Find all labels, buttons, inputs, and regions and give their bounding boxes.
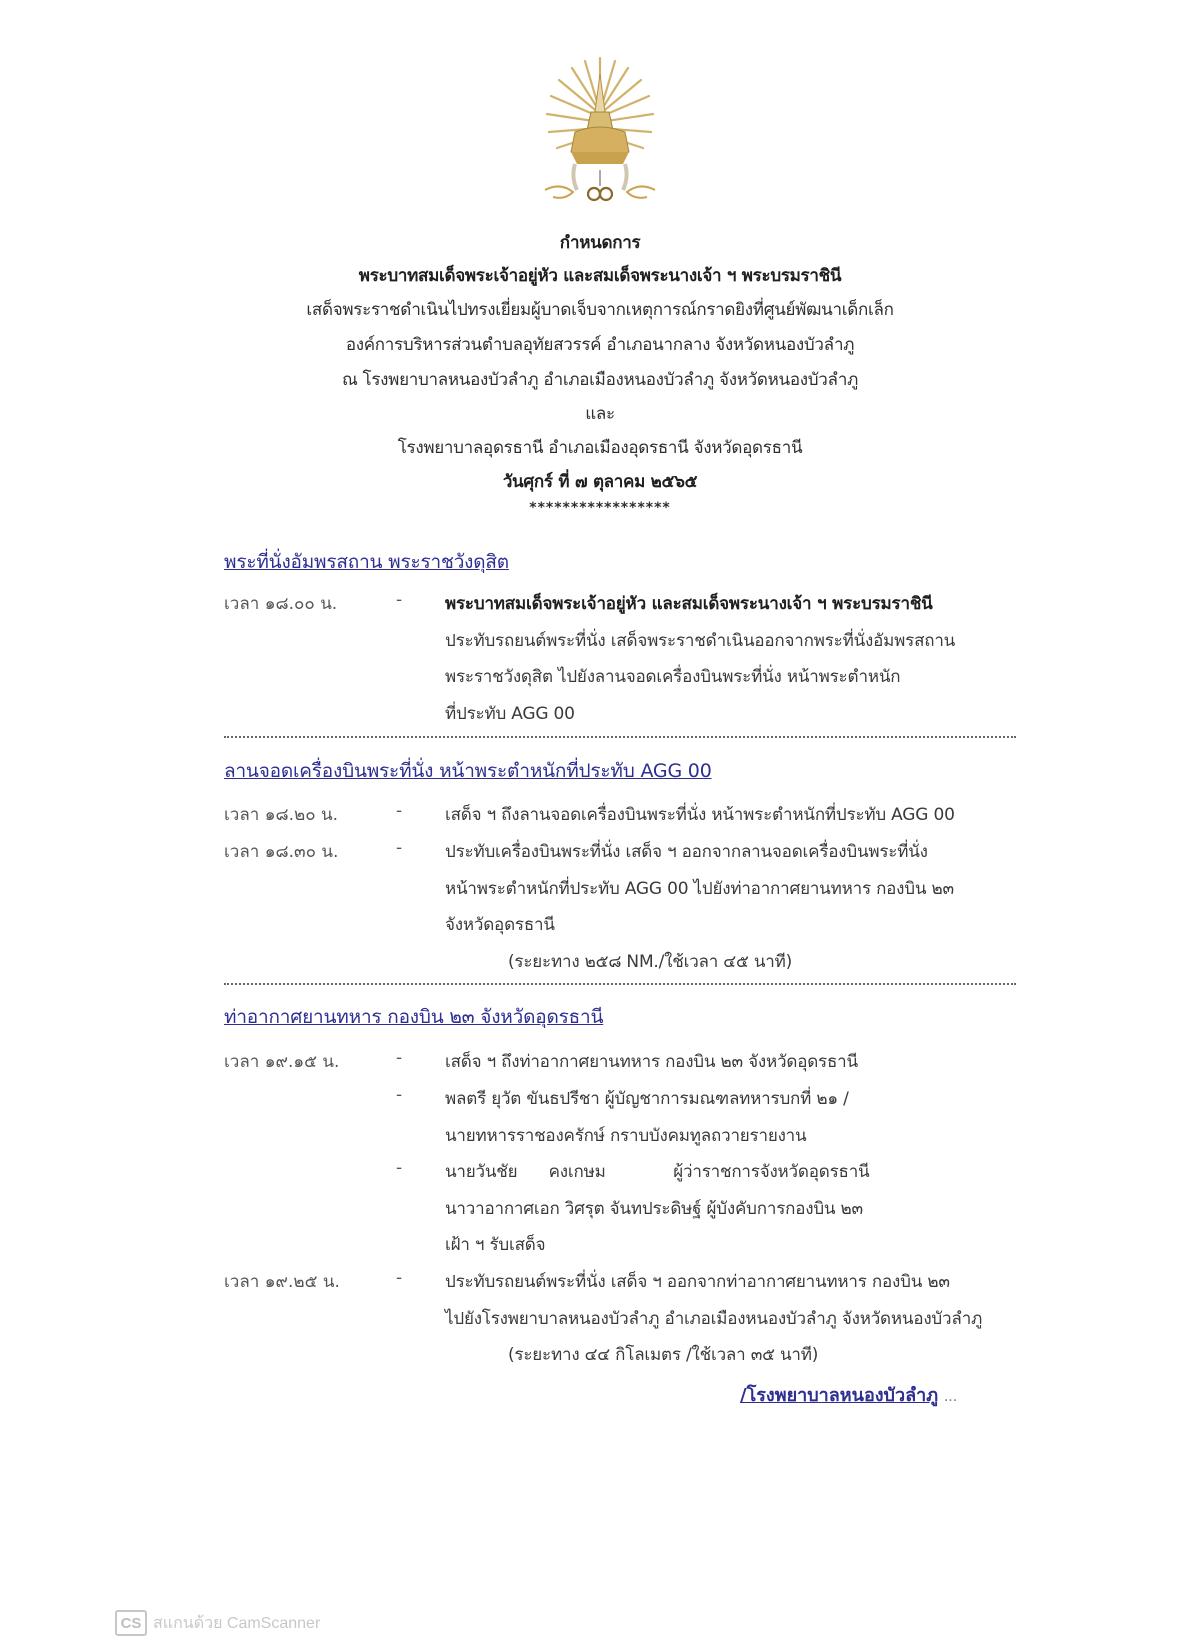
- section-heading-ambara: พระที่นั่งอัมพรสถาน พระราชวังดุสิต: [224, 551, 509, 573]
- entry-time: เวลา ๑๘.๐๐ น.: [224, 594, 338, 614]
- section-heading-apron: ลานจอดเครื่องบินพระที่นั่ง หน้าพระตำหนักที่ประทับ AGG 00: [224, 760, 712, 782]
- entry-line: เสด็จ ฯ ถึงท่าอากาศยานทหาร กองบิน ๒๓ จังหวัดอุดรธานี: [445, 1052, 858, 1072]
- continuation-marker: [740, 1380, 957, 1409]
- entry-line: จังหวัดอุดรธานี: [445, 915, 555, 935]
- continuation-text: /โรงพยาบาลหนองบัวลำภู: [740, 1385, 939, 1406]
- entry-time: เวลา ๑๘.๓๐ น.: [224, 842, 339, 862]
- entry-line: ประทับรถยนต์พระที่นั่ง เสด็จ ฯ ออกจากท่าอากาศยานทหาร กองบิน ๒๓: [445, 1272, 950, 1292]
- header-line: องค์การบริหารส่วนตำบลอุทัยสวรรค์ อำเภอนากลาง จังหวัดหนองบัวลำภู: [345, 335, 855, 355]
- entry-dash: -: [396, 1158, 403, 1178]
- header-separator: *****************: [529, 500, 671, 516]
- entry-note: (ระยะทาง ๒๕๘ NM./ใช้เวลา ๔๕ นาที): [508, 952, 793, 972]
- camscanner-watermark: [115, 1610, 320, 1636]
- entry-time: เวลา ๑๘.๒๐ น.: [224, 805, 339, 825]
- entry-note: (ระยะทาง ๔๔ กิโลเมตร /ใช้เวลา ๓๕ นาที): [508, 1345, 819, 1365]
- header-line: เสด็จพระราชดำเนินไปทรงเยี่ยมผู้บาดเจ็บจากเหตุการณ์กราดยิงที่ศูนย์พัฒนาเด็กเล็ก: [306, 300, 894, 320]
- entry-line: ไปยังโรงพยาบาลหนองบัวลำภู อำเภอเมืองหนองบัวลำภู จังหวัดหนองบัวลำภู: [445, 1309, 983, 1329]
- header-line: และ: [585, 404, 615, 424]
- entry-time: เวลา ๑๙.๑๕ น.: [224, 1052, 340, 1072]
- section-divider: [224, 983, 1016, 985]
- header-line: โรงพยาบาลอุดรธานี อำเภอเมืองอุดรธานี จังหวัดอุดรธานี: [397, 438, 803, 458]
- entry-line: เฝ้า ฯ รับเสด็จ: [445, 1235, 546, 1255]
- header-line: ณ โรงพยาบาลหนองบัวลำภู อำเภอเมืองหนองบัวลำภู จังหวัดหนองบัวลำภู: [341, 370, 859, 390]
- entry-line: หน้าพระตำหนักที่ประทับ AGG 00 ไปยังท่าอากาศยานทหาร กองบิน ๒๓: [445, 879, 954, 899]
- entry-line: นาวาอากาศเอก วิศรุต จันทประดิษฐ์ ผู้บังคับการกองบิน ๒๓: [445, 1199, 863, 1219]
- entry-dash: -: [396, 590, 403, 610]
- camscanner-text: สแกนด้วย CamScanner: [153, 1614, 321, 1632]
- entry-line: พระบาทสมเด็จพระเจ้าอยู่หัว และสมเด็จพระนางเจ้า ฯ พระบรมราชินี: [445, 594, 933, 614]
- entry-dash: -: [396, 801, 403, 821]
- entry-time: เวลา ๑๙.๒๕ น.: [224, 1272, 340, 1292]
- entry-line: นายวันชัย คงเกษม ผู้ว่าราชการจังหวัดอุดรธานี: [445, 1162, 870, 1182]
- section-divider: [224, 736, 1016, 738]
- entry-line: ที่ประทับ AGG 00: [445, 704, 575, 724]
- entry-line: พระราชวังดุสิต ไปยังลานจอดเครื่องบินพระที่นั่ง หน้าพระตำหนัก: [445, 667, 901, 687]
- section-heading-airbase: ท่าอากาศยานทหาร กองบิน ๒๓ จังหวัดอุดรธานี: [224, 1006, 604, 1028]
- camscanner-logo-icon: CS: [115, 1610, 147, 1636]
- entry-line: ประทับเครื่องบินพระที่นั่ง เสด็จ ฯ ออกจากลานจอดเครื่องบินพระที่นั่ง: [445, 842, 928, 862]
- royal-names: พระบาทสมเด็จพระเจ้าอยู่หัว และสมเด็จพระนางเจ้า ฯ พระบรมราชินี: [358, 266, 842, 286]
- entry-dash: -: [396, 1268, 403, 1288]
- entry-line: นายทหารราชองครักษ์ กราบบังคมทูลถวายรายงาน: [445, 1126, 807, 1146]
- document-date: วันศุกร์ ที่ ๗ ตุลาคม ๒๕๖๕: [502, 472, 698, 492]
- document-title: กำหนดการ: [559, 233, 641, 253]
- entry-line: เสด็จ ฯ ถึงลานจอดเครื่องบินพระที่นั่ง หน้าพระตำหนักที่ประทับ AGG 00: [445, 805, 955, 825]
- continuation-dots: ...: [943, 1389, 958, 1405]
- entry-line: ประทับรถยนต์พระที่นั่ง เสด็จพระราชดำเนินออกจากพระที่นั่งอัมพรสถาน: [445, 631, 956, 651]
- royal-emblem-icon: [535, 52, 665, 207]
- entry-line: พลตรี ยุวัต ขันธปรีชา ผู้บัญชาการมณฑลทหารบกที่ ๒๑ /: [445, 1089, 849, 1109]
- entry-dash: -: [396, 1085, 403, 1105]
- entry-dash: -: [396, 1048, 403, 1068]
- entry-dash: -: [396, 838, 403, 858]
